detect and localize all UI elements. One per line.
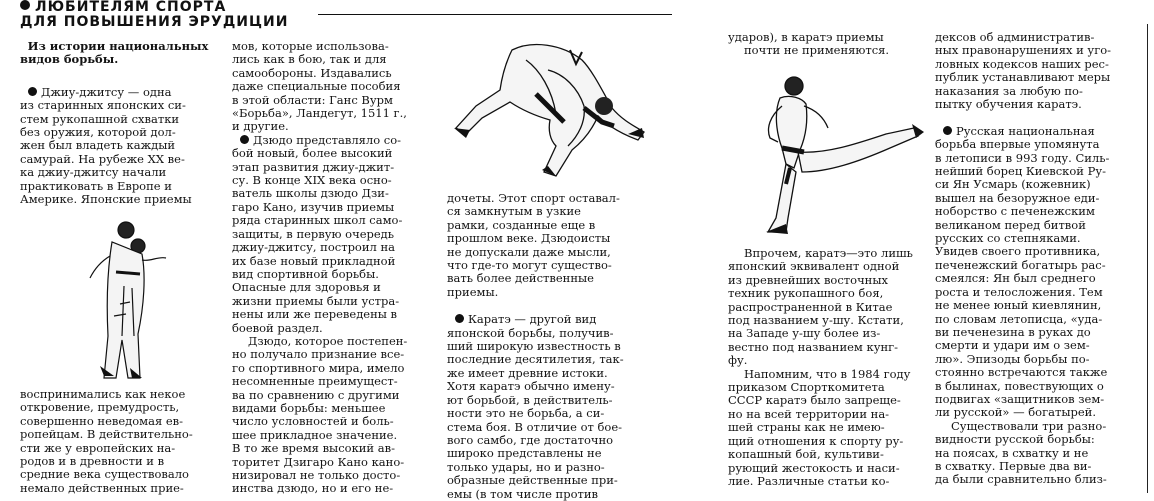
- section-title: [20, 40, 216, 67]
- text-line: Джиу-джитсу — одна: [41, 84, 172, 99]
- text-line: гаро Кано, изучив приемы: [232, 199, 395, 214]
- text-line: техник рукопашного боя,: [728, 286, 884, 301]
- text-line: дочеты. Этот спорт оставал-: [447, 191, 620, 205]
- text-line: су. В конце XIX века осно-: [232, 173, 392, 188]
- text-line: пытку обучения каратэ.: [935, 97, 1082, 112]
- text-line: ударов), в каратэ приемы: [728, 30, 884, 44]
- text-line: средние века существовало: [20, 467, 189, 482]
- text-line: ности это не борьба, а си-: [447, 406, 605, 421]
- text-line: «Борьба», Ландегут, 1511 г.,: [232, 106, 407, 121]
- text-line: джиу-джитсу, построил на: [232, 240, 396, 255]
- column-3: [447, 192, 637, 501]
- column-4-bottom: [728, 247, 918, 488]
- text-line: на Западе у-шу более из-: [728, 326, 881, 341]
- text-line: шее прикладное значение.: [232, 427, 398, 442]
- text-line: число условностей и боль-: [232, 414, 394, 429]
- jiu-jitsu-figures-icon: [86, 216, 170, 384]
- text-line: ся замкнутым в узкие: [447, 204, 581, 219]
- text-line: вестно под названием кунг-: [728, 339, 899, 354]
- text-line: ватель школы дзюдо Дзи-: [232, 186, 389, 201]
- text-line: из древнейших восточных: [728, 272, 888, 287]
- text-line: стем рукопашной схватки: [20, 111, 180, 126]
- text-line: ви печенезина в руках до: [935, 324, 1091, 339]
- text-line: по словам летописца, «уда-: [935, 311, 1103, 326]
- text-line: в летописи в 993 году. Силь-: [935, 150, 1110, 165]
- text-line: приказом Спорткомитета: [728, 380, 885, 395]
- text-line: наказания за любую по-: [935, 83, 1083, 98]
- column-1-bottom-text: [20, 388, 216, 495]
- text-line: стема боя. В отличие от бое-: [447, 419, 623, 434]
- text-line: вать более действенные: [447, 271, 594, 286]
- text-line: го спортивного мира, имело: [232, 360, 405, 375]
- karate-kick-icon: [746, 72, 926, 240]
- column-4-top: [728, 31, 918, 58]
- text-line: ноборство с печенежским: [935, 204, 1095, 219]
- text-line: Впрочем, каратэ—это лишь: [744, 246, 913, 260]
- column-4-bottom-text: [728, 247, 918, 488]
- text-line: ропейцам. В действительно-: [20, 427, 193, 442]
- text-line: дексов об административ-: [935, 30, 1095, 44]
- text-line: и другие.: [232, 119, 289, 134]
- jiu-jitsu-illustration: [86, 216, 170, 384]
- bulleted-line: [20, 86, 216, 99]
- text-line: фу.: [728, 353, 748, 368]
- text-line: видами борьбы: меньшее: [232, 400, 386, 415]
- text-line: Русская национальная: [956, 123, 1095, 138]
- text-line: под названием у-шу. Кстати,: [728, 313, 904, 328]
- text-line: что где-то могут существо-: [447, 258, 612, 273]
- text-line: жизни приемы были устра-: [232, 293, 400, 308]
- column-1-top: [20, 40, 216, 206]
- text-line: из старинных японских си-: [20, 98, 186, 113]
- text-line: практиковать в Европе и: [20, 178, 172, 193]
- text-line: рамки, созданные еще в: [447, 217, 596, 232]
- column-1-top-text: [20, 86, 216, 207]
- text-line: этап развития джиу-джит-: [232, 159, 395, 174]
- column-3-text: [447, 192, 637, 501]
- header-line-2: ДЛЯ ПОВЫШЕНИЯ ЭРУДИЦИИ: [20, 14, 289, 30]
- text-line: инства дзюдо, но и его не-: [232, 481, 394, 496]
- text-line: японской борьбы, получив-: [447, 325, 614, 340]
- text-line: несомненные преимущест-: [232, 374, 398, 389]
- text-line: Увидев своего противника,: [935, 244, 1101, 259]
- text-line: же имеет древние истоки.: [447, 365, 608, 380]
- text-line: Напомним, что в 1984 году: [744, 366, 911, 381]
- text-line: откровение, премудрость,: [20, 400, 180, 415]
- text-line: бой новый, более высокий: [232, 146, 393, 161]
- column-5: [935, 31, 1135, 487]
- text-line: вышел на безоружное еди-: [935, 190, 1100, 205]
- text-line: ва по сравнению с другими: [232, 387, 400, 402]
- text-line: широко представлены не: [447, 446, 602, 461]
- text-line: ют борьбой, в действитель-: [447, 392, 613, 407]
- text-line: рующий жестокость и наси-: [728, 460, 900, 475]
- text-line: в этой области: Ганс Вурм: [232, 92, 393, 107]
- text-line: Америке. Японские приемы: [20, 192, 192, 207]
- text-line: копашный бой, культиви-: [728, 447, 884, 462]
- text-line: только удары, но и разно-: [447, 459, 605, 474]
- text-line: ловных кодексов наших рес-: [935, 56, 1109, 71]
- bullet-icon: [943, 126, 952, 135]
- text-line: вого самбо, где достаточно: [447, 432, 614, 447]
- text-line: немало действенных прие-: [20, 480, 184, 495]
- text-line: сти же у европейских на-: [20, 440, 176, 455]
- text-line: русских со степняками.: [935, 231, 1081, 246]
- text-line: си Ян Усмарь (кожевник): [935, 177, 1091, 192]
- text-line: да были сравнительно близ-: [935, 472, 1107, 487]
- text-line: даже специальные пособия: [232, 79, 401, 94]
- text-line: без оружия, которой дол-: [20, 125, 176, 140]
- text-line: но получало признание все-: [232, 347, 405, 362]
- bullet-icon: [240, 135, 249, 144]
- text-line: смеялся: Ян был среднего: [935, 271, 1096, 286]
- judo-throw-icon: [452, 30, 650, 178]
- text-line: почти не применяются.: [744, 43, 890, 58]
- text-line: торитет Дзигаро Кано кано-: [232, 454, 405, 469]
- text-line: роста и телосложения. Тем: [935, 284, 1103, 299]
- text-line: видности русской борьбы:: [935, 432, 1095, 447]
- text-line: стоянно встречаются также: [935, 365, 1108, 380]
- text-line: воспринимались как некое: [20, 387, 186, 401]
- text-line: в схватку. Первые два ви-: [935, 458, 1092, 473]
- column-1-bottom: [20, 388, 216, 495]
- text-line: ка джиу-джитсу начали: [20, 165, 167, 180]
- text-line: Существовали три разно-: [951, 418, 1107, 433]
- karate-illustration: [746, 72, 926, 240]
- text-line: подвигах «защитников зем-: [935, 391, 1105, 406]
- text-line: публик устанавливают меры: [935, 70, 1111, 85]
- text-line: на поясах, в схватку и не: [935, 445, 1089, 460]
- bullet-icon: [455, 314, 464, 323]
- text-line: боевой раздел.: [232, 320, 323, 335]
- text-line: нены или же переведены в: [232, 307, 398, 322]
- text-line: образные действенные при-: [447, 473, 618, 488]
- text-line: приемы.: [447, 284, 499, 299]
- column-2-text: [232, 40, 432, 496]
- header-rule: [318, 14, 672, 15]
- text-line: Каратэ — другой вид: [468, 312, 597, 327]
- text-line: защиты, в первую очередь: [232, 226, 395, 241]
- text-line: емы (в том числе против: [447, 486, 598, 501]
- text-line: ли русской» — богатырей.: [935, 405, 1096, 420]
- text-line: прошлом веке. Дзюдоисты: [447, 231, 611, 246]
- text-line: последние десятилетия, так-: [447, 352, 624, 367]
- column-5-text: [935, 31, 1135, 487]
- text-line: не менее юный киевлянин,: [935, 298, 1102, 313]
- text-line: родов и в древности и в: [20, 454, 165, 469]
- bulleted-line: [447, 313, 637, 326]
- text-line: но на всей территории на-: [728, 406, 890, 421]
- header-title: ЛЮБИТЕЛЯМ СПОРТА: [35, 0, 227, 15]
- text-line: смерти и удари им о зем-: [935, 338, 1090, 353]
- bulleted-line: [935, 125, 1135, 138]
- header-line-1: [20, 0, 260, 15]
- bulleted-line: [232, 134, 432, 147]
- judo-illustration: [452, 30, 650, 178]
- text-line: печенежский богатырь рас-: [935, 257, 1106, 272]
- text-line: совершенно неведомая ев-: [20, 413, 184, 428]
- text-line: самурай. На рубеже XX ве-: [20, 151, 185, 166]
- column-4-top-text: [728, 31, 918, 58]
- text-line: ший широкую известность в: [447, 339, 621, 354]
- text-line: низировал не только досто-: [232, 468, 401, 482]
- text-line: Дзюдо представляло со-: [253, 132, 402, 147]
- bullet-icon: [20, 0, 30, 10]
- text-line: великаном перед битвой: [935, 217, 1086, 232]
- text-line: [935, 111, 1135, 124]
- text-line: в былинах, повествующих о: [935, 378, 1104, 393]
- text-line: лие. Различные статьи ко-: [728, 473, 890, 488]
- text-line: их базе новый прикладной: [232, 253, 396, 268]
- text-line: не допускали даже мысли,: [447, 244, 611, 259]
- bullet-icon: [28, 87, 37, 96]
- section-title-line-1: Из истории национальных: [27, 39, 209, 53]
- text-line: Опасные для здоровья и: [232, 280, 381, 295]
- text-line: Дзюдо, которое постепен-: [248, 333, 408, 348]
- column-2: [232, 40, 432, 496]
- text-line: шей страны как не имею-: [728, 420, 885, 435]
- text-line: вид спортивной борьбы.: [232, 266, 379, 281]
- text-line: мов, которые использова-: [232, 39, 389, 53]
- text-line: Хотя каратэ обычно имену-: [447, 379, 615, 394]
- text-line: борьба впервые упомянута: [935, 137, 1100, 152]
- text-line: японский эквивалент одной: [728, 259, 900, 274]
- text-line: лись как в бою, так и для: [232, 52, 387, 67]
- column-rule: [1147, 24, 1148, 493]
- text-line: СССР каратэ было запреще-: [728, 393, 901, 408]
- text-line: нейший борец Киевской Ру-: [935, 164, 1106, 179]
- text-line: щий отношения к спорту ру-: [728, 433, 904, 448]
- column-header: [20, 0, 289, 30]
- text-line: ряда старинных школ само-: [232, 213, 403, 228]
- text-line: распространенной в Китае: [728, 299, 893, 314]
- text-line: В то же время высокий ав-: [232, 441, 395, 456]
- section-title-line-2: видов борьбы.: [20, 52, 119, 67]
- text-line: ных правонарушениях и уго-: [935, 43, 1112, 58]
- text-line: самообороны. Издавались: [232, 65, 392, 80]
- text-line: жен был владеть каждый: [20, 138, 176, 153]
- text-line: лю». Эпизоды борьбы по-: [935, 351, 1090, 366]
